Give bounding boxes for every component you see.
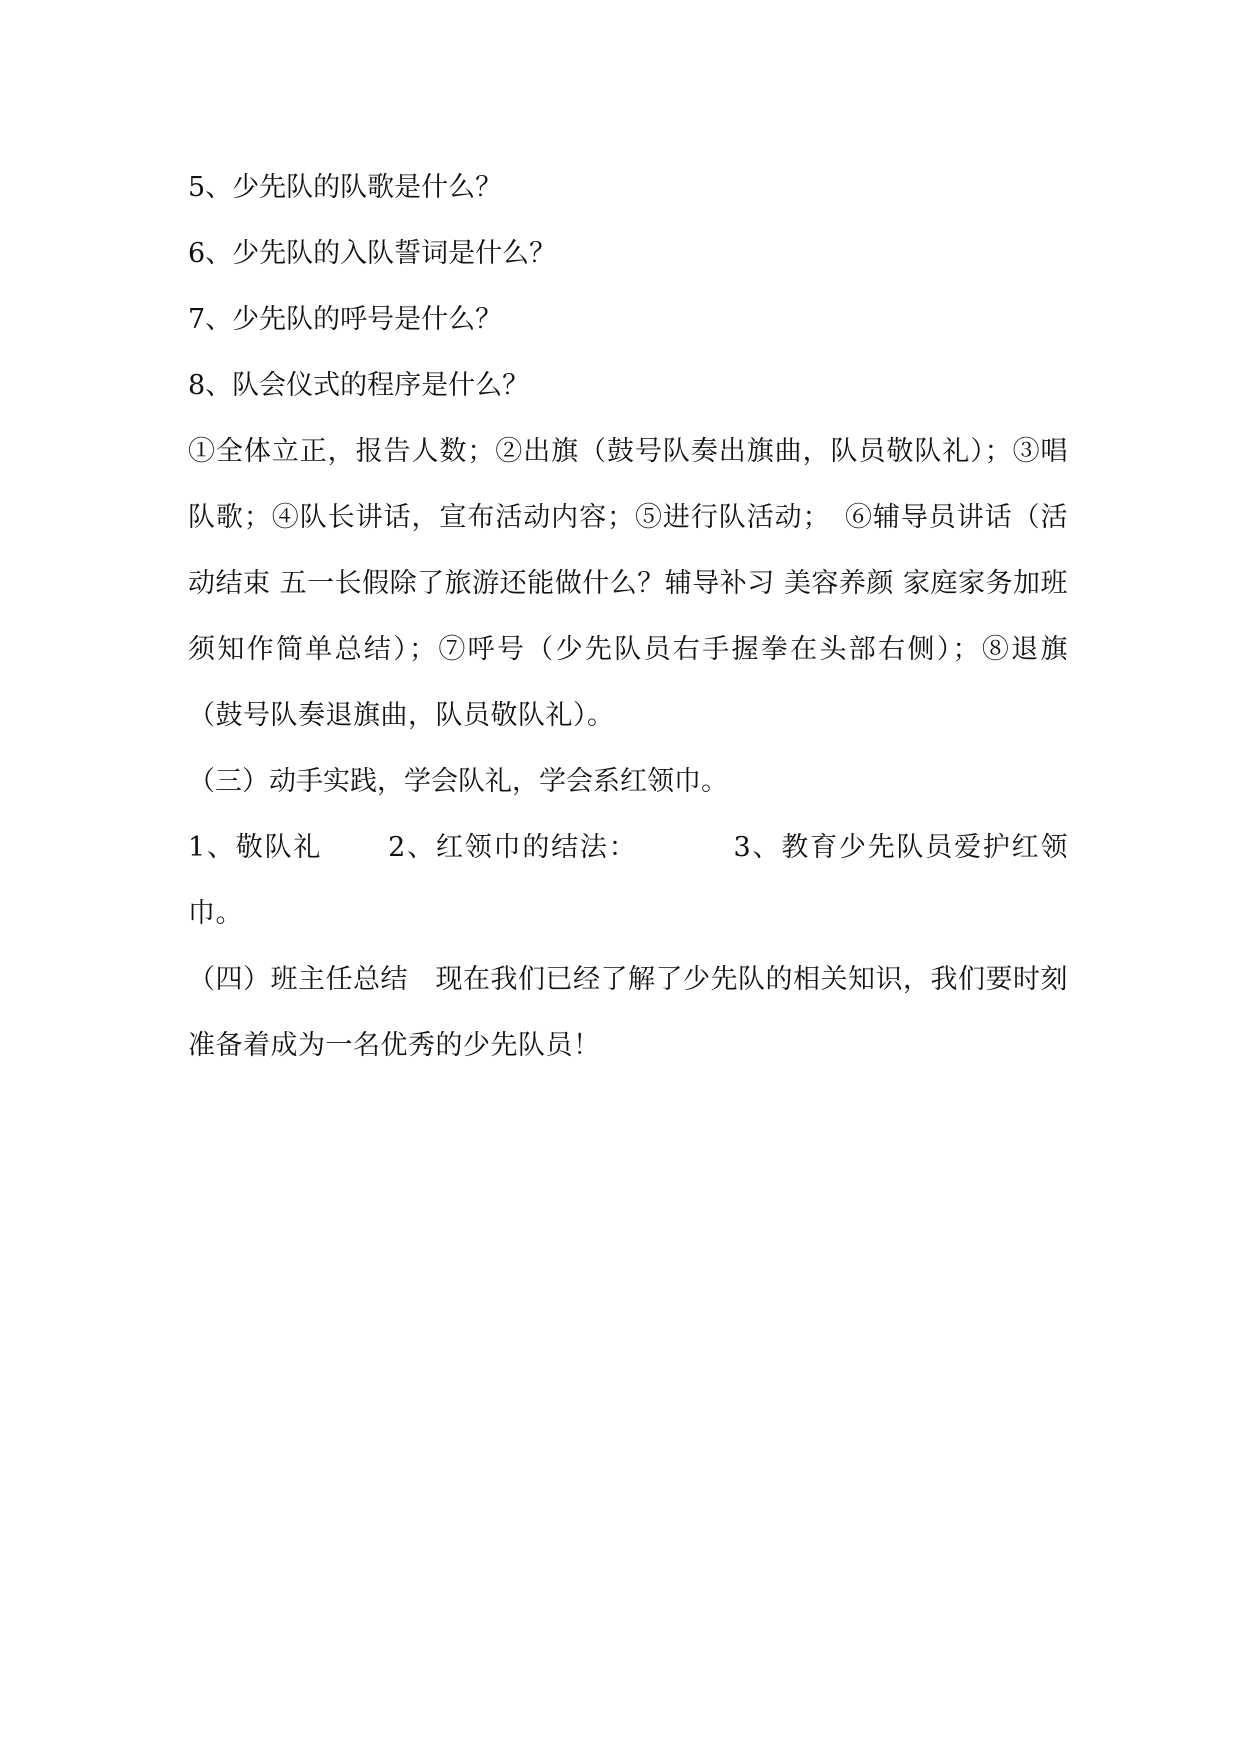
document-body xyxy=(188,155,1068,1079)
section-3-item-2: 2、红领巾的结法： xyxy=(388,832,638,863)
question-7: 7、少先队的呼号是什么？ xyxy=(188,304,503,335)
question-5: 5、少先队的队歌是什么？ xyxy=(188,172,503,203)
question-8: 8、队会仪式的程序是什么？ xyxy=(188,370,530,401)
section-3-item-1: 1、敬队礼 xyxy=(188,832,323,863)
question-6: 6、少先队的入队誓词是什么？ xyxy=(188,238,557,269)
section-3-items xyxy=(188,815,1068,947)
section-4-summary: （四）班主任总结 现在我们已经了解了少先队的相关知识，我们要时刻准备着成为一名优秀的少先队员！ xyxy=(188,964,1068,1061)
section-3-item-3: 3、教育少先队员爱护红领巾。 xyxy=(188,832,1068,929)
section-3-heading: （三）动手实践，学会队礼，学会系红领巾。 xyxy=(188,766,728,797)
ceremony-procedure: ①全体立正，报告人数；②出旗（鼓号队奏出旗曲，队员敬队礼）；③唱队歌；④队长讲话，宣布活动内容；⑤进行队活动； ⑥辅导员讲话（活动结束 五一长假除了旅游还能做什么？辅导补习 美容养颜 家庭家务加班须知作简单总结）；⑦呼号（少先队员右手握拳在头部右侧）；⑧退旗（鼓号队奏退旗曲，队员敬队礼）。 xyxy=(188,436,1068,731)
